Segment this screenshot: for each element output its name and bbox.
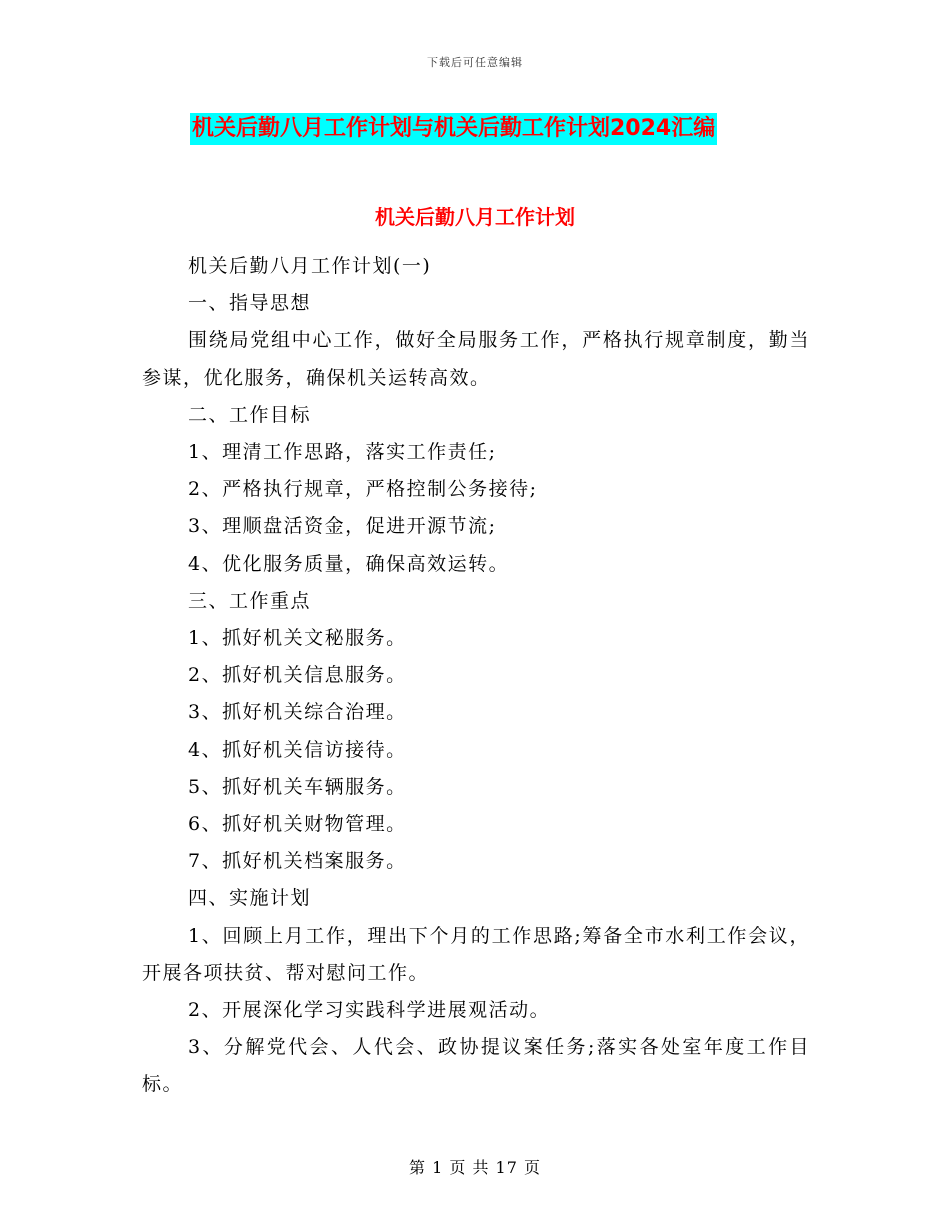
list-item: 1、回顾上月工作，理出下个月的工作思路;筹备全市水利工作会议，开展各项扶贫、帮对慰问工作。	[142, 924, 810, 984]
list-item: 5、抓好机关车辆服务。	[188, 775, 407, 798]
list-item: 7、抓好机关档案服务。	[188, 850, 407, 873]
list-item: 3、抓好机关综合治理。	[188, 701, 407, 724]
list-item: 6、抓好机关财物管理。	[188, 813, 407, 836]
list-item: 4、优化服务质量，确保高效运转。	[188, 552, 510, 575]
header-note: 下载后可任意编辑	[427, 56, 523, 69]
paragraph: 围绕局党组中心工作，做好全局服务工作，严格执行规章制度，勤当参谋，优化服务，确保机关运转高效。	[142, 329, 810, 389]
list-item: 3、分解党代会、人代会、政协提议案任务;落实各处室年度工作目标。	[142, 1036, 810, 1096]
list-item: 2、严格执行规章，严格控制公务接待;	[188, 478, 538, 501]
list-item: 2、开展深化学习实践科学进展观活动。	[188, 999, 551, 1022]
list-item: 2、抓好机关信息服务。	[188, 664, 407, 687]
plan-heading: 机关后勤八月工作计划(一)	[188, 255, 432, 277]
document-main-title: 机关后勤八月工作计划与机关后勤工作计划2024汇编	[190, 113, 717, 145]
page-number-footer: 第 1 页 共 17 页	[409, 1158, 541, 1177]
section-heading-implementation-plan: 四、实施计划	[188, 887, 312, 910]
section-heading-work-focus: 三、工作重点	[188, 589, 312, 612]
document-sub-title: 机关后勤八月工作计划	[375, 205, 575, 229]
list-item: 1、理清工作思路，落实工作责任;	[188, 441, 497, 464]
section-heading-guiding-ideology: 一、指导思想	[188, 292, 312, 315]
section-heading-work-goals: 二、工作目标	[188, 403, 312, 426]
list-item: 3、理顺盘活资金，促进开源节流;	[188, 515, 497, 538]
list-item: 1、抓好机关文秘服务。	[188, 627, 407, 650]
document-body	[142, 248, 810, 1104]
list-item: 4、抓好机关信访接待。	[188, 738, 407, 761]
